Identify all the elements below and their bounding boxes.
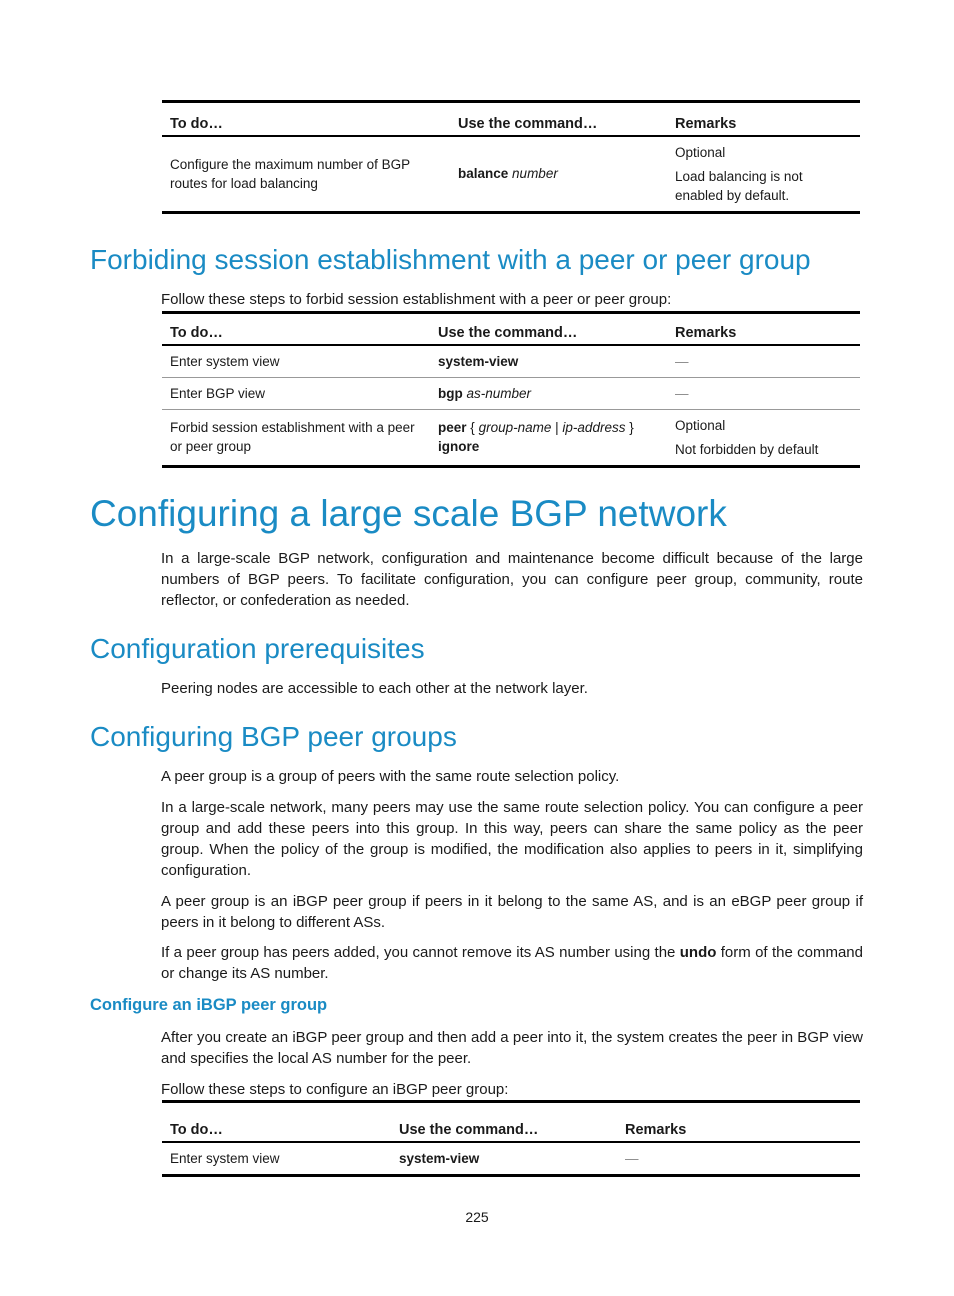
- command-keyword: ignore: [438, 439, 480, 454]
- load-balancing-table: [162, 100, 860, 214]
- table-row: [162, 409, 860, 466]
- section-heading: Forbiding session establishment with a peer or peer group: [90, 244, 811, 275]
- section-intro: Follow these steps to forbid session establishment with a peer or peer group:: [161, 291, 672, 308]
- forbid-session-table: [162, 311, 860, 468]
- column-header-todo: To do…: [170, 324, 223, 341]
- todo-cell: Enter BGP view: [170, 385, 266, 401]
- column-header-todo: To do…: [170, 115, 223, 132]
- command-argument: ip-address: [562, 420, 626, 435]
- remark-line: Optional: [675, 417, 726, 433]
- remarks-cell: —: [675, 353, 689, 369]
- command-argument: as-number: [466, 385, 532, 401]
- body-paragraph: In a large-scale network, many peers may use the same route selection policy. You can configure a peer group and add these peers into this group. In this way, peers can share the same policy as the peer group. When the policy of the group is modified, the modification also applies to peers in it, simplifying configuration.: [161, 799, 863, 879]
- text-run: If a peer group has peers added, you cannot remove its AS number using the: [161, 944, 676, 961]
- chapter-title: Configuring a large scale BGP network: [90, 493, 727, 534]
- text-run: form of the command or change its AS number.: [161, 944, 863, 982]
- remarks-cell: —: [675, 385, 689, 401]
- table-row: [162, 345, 860, 378]
- page-number: 225: [465, 1209, 489, 1225]
- subsection-heading: Configure an iBGP peer group: [90, 996, 328, 1014]
- command-keyword: balance: [458, 166, 509, 181]
- body-paragraph: After you create an iBGP peer group and then add a peer into it, the system creates the peer in BGP view and specifies the local AS number for the peer.: [161, 1029, 863, 1067]
- section-heading: Configuration prerequisites: [90, 633, 425, 664]
- body-paragraph: Follow these steps to configure an iBGP peer group:: [161, 1081, 509, 1098]
- remark-line: Load balancing is not enabled by default.: [675, 168, 803, 203]
- column-header-command: Use the command…: [458, 115, 598, 132]
- todo-cell: Enter system view: [170, 1150, 280, 1166]
- column-header-command: Use the command…: [399, 1121, 539, 1138]
- separator: |: [555, 420, 559, 435]
- todo-cell: Enter system view: [170, 353, 280, 369]
- command-keyword: system-view: [438, 353, 519, 369]
- prereq-text: Peering nodes are accessible to each other at the network layer.: [161, 680, 588, 697]
- body-paragraph: A peer group is an iBGP peer group if peers in it belong to the same AS, and is an eBGP peer group if peers in it belong to different ASs.: [161, 893, 863, 931]
- command-keyword: bgp: [438, 385, 463, 401]
- column-header-todo: To do…: [170, 1121, 223, 1138]
- brace-open: {: [470, 420, 475, 435]
- todo-cell: Configure the maximum number of BGP routes for load balancing: [170, 156, 410, 191]
- command-keyword: system-view: [399, 1150, 480, 1166]
- column-header-remarks: Remarks: [625, 1121, 687, 1138]
- command-cell: [430, 409, 667, 466]
- command-keyword: peer: [438, 420, 467, 435]
- todo-cell: Forbid session establishment with a peer or peer group: [170, 420, 415, 454]
- inline-command: undo: [679, 944, 717, 961]
- command-cell: [450, 136, 667, 213]
- command-argument: number: [512, 166, 558, 181]
- remarks-cell: [667, 136, 860, 213]
- brace-close: }: [629, 420, 634, 435]
- body-paragraph: A peer group is a group of peers with the same route selection policy.: [161, 768, 620, 785]
- remark-line: Not forbidden by default: [675, 441, 819, 457]
- column-header-remarks: Remarks: [675, 324, 737, 341]
- command-argument: group-name: [478, 420, 552, 435]
- table-row: [162, 377, 860, 409]
- ibgp-peer-group-table: [162, 1100, 860, 1177]
- command-cell: [391, 1142, 617, 1176]
- chapter-intro: In a large-scale BGP network, configuration and maintenance become difficult because of the large numbers of BGP peers. To facilitate configuration, you can configure peer group, community, route reflector, or confederation as needed.: [161, 550, 863, 609]
- table-row: [162, 136, 860, 213]
- remark-line: Optional: [675, 144, 726, 160]
- command-cell: [430, 345, 667, 378]
- column-header-command: Use the command…: [438, 324, 578, 341]
- section-heading: Configuring BGP peer groups: [90, 721, 457, 752]
- table-row: [162, 1142, 860, 1176]
- column-header-remarks: Remarks: [675, 115, 737, 132]
- body-paragraph: [161, 942, 863, 984]
- remarks-cell: [667, 409, 860, 466]
- command-cell: [430, 377, 667, 409]
- remarks-cell: —: [625, 1150, 639, 1166]
